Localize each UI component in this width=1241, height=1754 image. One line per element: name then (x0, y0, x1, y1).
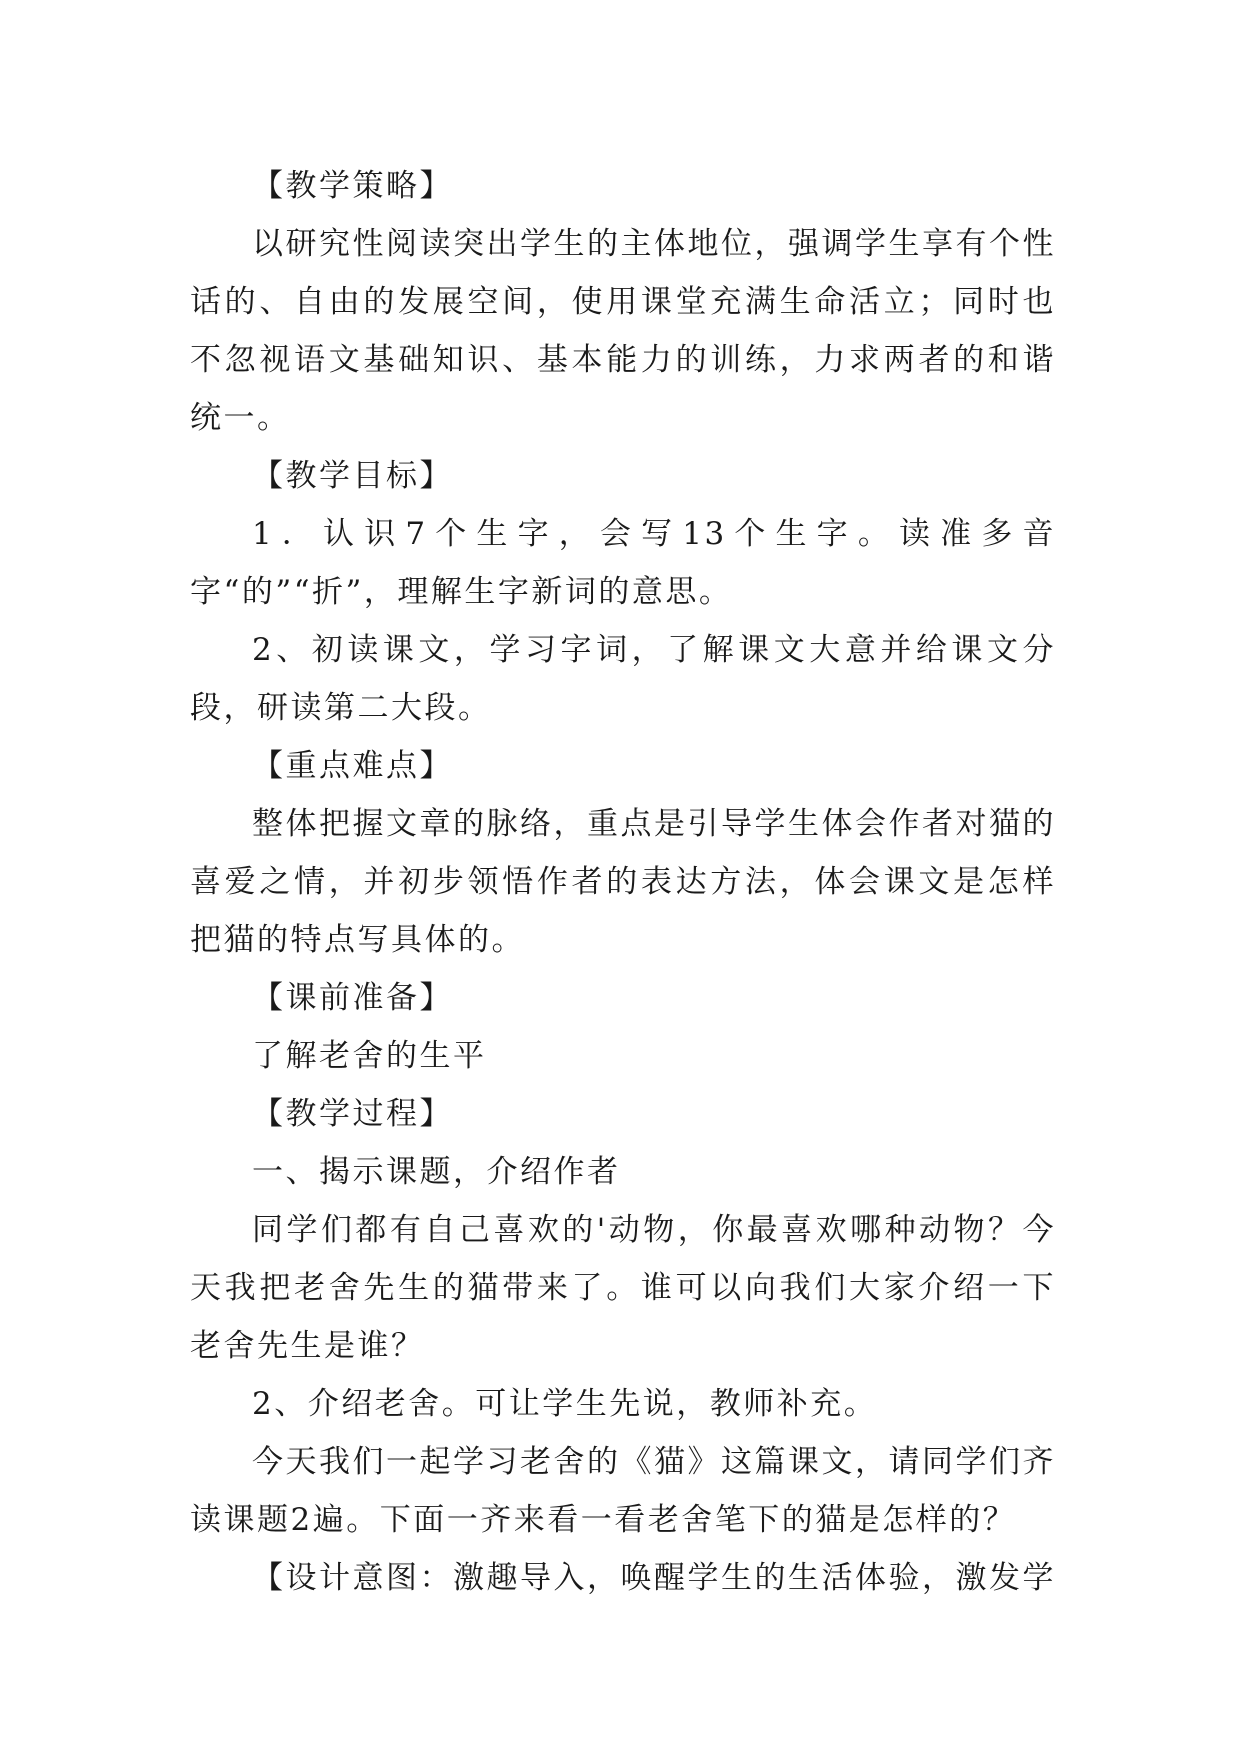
section-heading-teaching-process: 【教学过程】 (252, 1096, 453, 1132)
paragraph-goal-1: 1．认识7个生字，会写13个生字。读准多音字“的”“折”，理解生字新词的意思。 (190, 516, 1056, 610)
paragraph-goal-2: 2、初读课文，学习字词，了解课文大意并给课文分段，研读第二大段。 (190, 632, 1056, 726)
paragraph-teaching-strategy: 以研究性阅读突出学生的主体地位，强调学生享有个性话的、自由的发展空间，使用课堂充满生命活立；同时也不忽视语文基础知识、基本能力的训练，力求两者的和谐统一。 (190, 226, 1056, 436)
section-heading-teaching-goals: 【教学目标】 (252, 458, 453, 494)
paragraph-introduce-author: 2、介绍老舍。可让学生先说，教师补充。 (252, 1386, 878, 1422)
section-heading-teaching-strategy: 【教学策略】 (252, 168, 453, 204)
paragraph-preparation: 了解老舍的生平 (252, 1038, 487, 1074)
paragraph-intro-question: 同学们都有自己喜欢的'动物，你最喜欢哪种动物？今天我把老舍先生的猫带来了。谁可以向我们大家介绍一下老舍先生是谁？ (190, 1212, 1056, 1364)
subheading-step-1: 一、揭示课题，介绍作者 (252, 1154, 621, 1190)
document-body (190, 157, 1056, 1607)
paragraph-key-points: 整体把握文章的脉络，重点是引导学生体会作者对猫的喜爱之情，并初步领悟作者的表达方法，体会课文是怎样把猫的特点写具体的。 (190, 806, 1056, 958)
section-heading-key-points: 【重点难点】 (252, 748, 453, 784)
paragraph-read-title: 今天我们一起学习老舍的《猫》这篇课文，请同学们齐读课题2遍。下面一齐来看一看老舍笔下的猫是怎样的？ (190, 1444, 1056, 1538)
section-heading-preparation: 【课前准备】 (252, 980, 453, 1016)
paragraph-design-intent: 【设计意图：激趣导入，唤醒学生的生活体验，激发学 (252, 1560, 1056, 1596)
